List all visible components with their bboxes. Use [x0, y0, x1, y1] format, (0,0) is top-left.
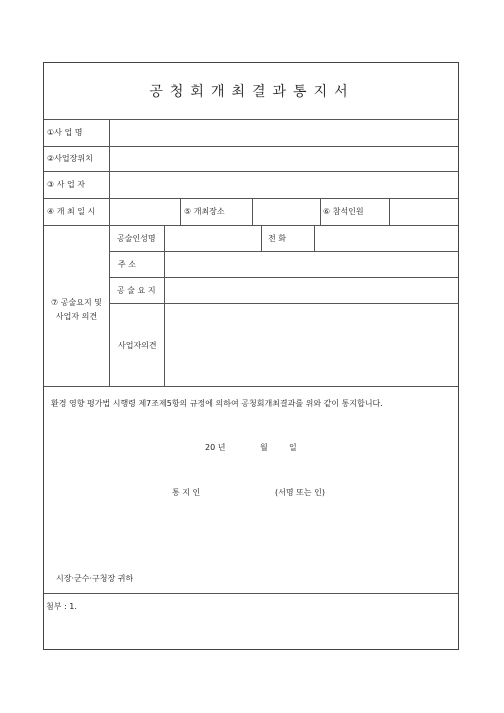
- divider: [109, 119, 110, 386]
- venue-label: ⑤ 개최장소: [184, 207, 225, 216]
- attendees-label: ⑥ 참석인원: [323, 207, 364, 216]
- divider: [44, 198, 458, 199]
- statement-section-label-1: ⑦ 공술요지 및: [51, 298, 102, 307]
- business-location-label: ②사업장위치: [47, 154, 93, 163]
- notice-form: [43, 62, 459, 650]
- operator-label: ③ 사 업 자: [47, 180, 85, 189]
- divider: [109, 303, 458, 304]
- signature-label: (서명 또는 인): [275, 488, 325, 497]
- form-title: 공청회개최결과통지서: [149, 84, 355, 100]
- speaker-name-label: 공술인성명: [117, 234, 156, 243]
- statement-label: 공 술 요 지: [117, 286, 156, 295]
- divider: [261, 225, 262, 251]
- divider: [44, 146, 458, 147]
- date-label: ④ 개 최 일 시: [47, 207, 96, 216]
- business-name-label: ①사 업 명: [47, 128, 83, 137]
- divider: [44, 593, 458, 594]
- divider: [109, 251, 458, 252]
- divider: [44, 225, 458, 226]
- divider: [44, 171, 458, 172]
- divider: [109, 277, 458, 278]
- notifier-label: 통 지 인: [172, 488, 201, 497]
- divider: [320, 198, 321, 225]
- date-year: 20 년: [205, 443, 226, 452]
- address-label: 주 소: [118, 260, 136, 269]
- statement-section-label-2: 사업자 의견: [55, 312, 98, 321]
- divider: [44, 119, 458, 120]
- attachment-label: 첨부 : 1.: [46, 602, 77, 611]
- divider: [252, 198, 253, 225]
- divider: [314, 225, 315, 251]
- notice-text: 환경 영향 평가법 시행령 제7조제5항의 규정에 의하여 공청회개최결과를 위와 같이 통지합니다.: [51, 399, 383, 408]
- date-day: 일: [289, 443, 297, 452]
- divider: [180, 198, 181, 225]
- divider: [164, 225, 165, 386]
- phone-label: 전 화: [268, 234, 286, 243]
- recipient: 시장·군수·구청장 귀하: [56, 574, 134, 583]
- divider: [44, 386, 458, 387]
- date-month: 월: [260, 443, 268, 452]
- operator-opinion-label: 사업자의견: [118, 341, 157, 350]
- divider: [389, 198, 390, 225]
